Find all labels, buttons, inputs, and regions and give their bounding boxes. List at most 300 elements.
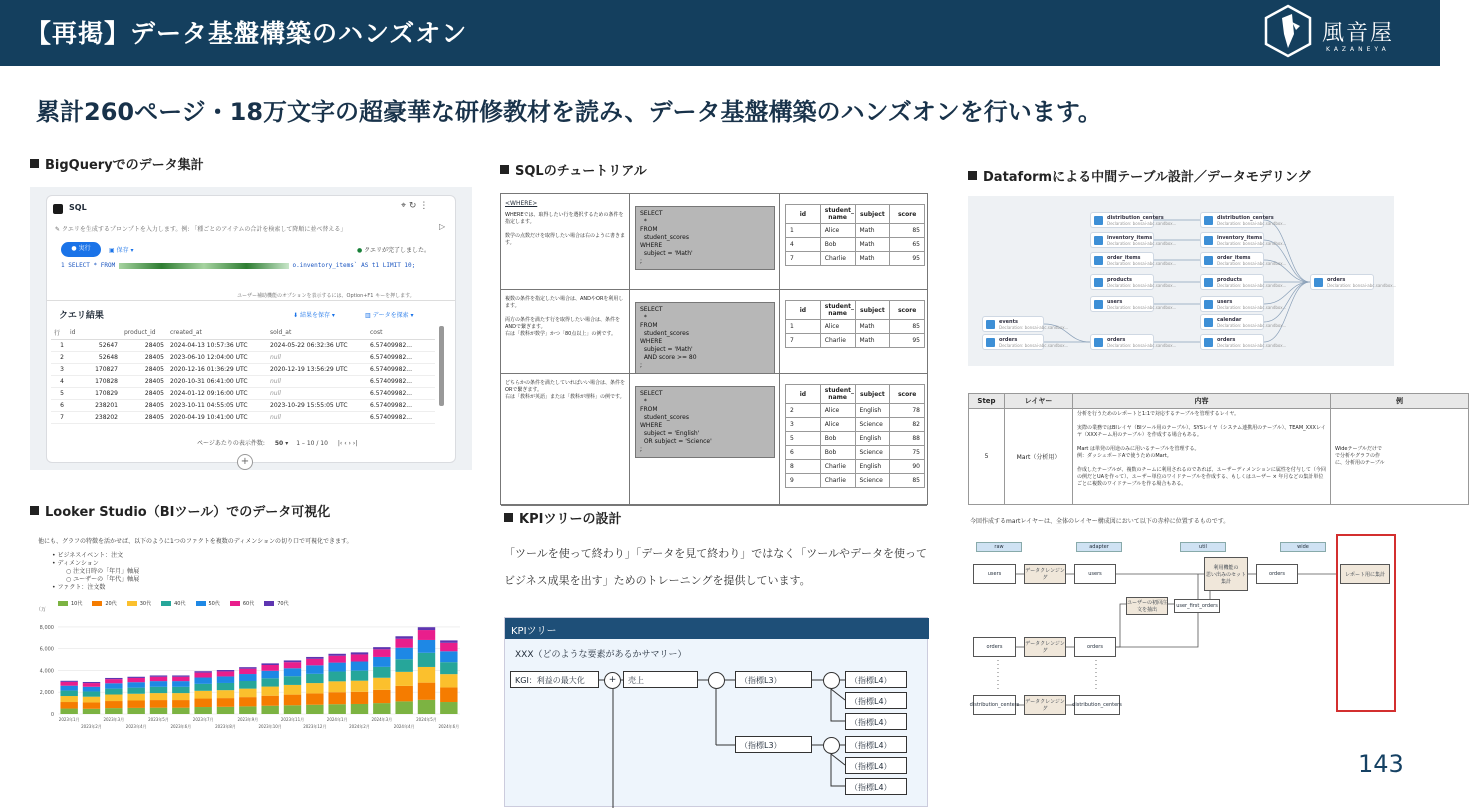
table-cell: Math [855,224,890,238]
lineage-adapter-node: users [1074,564,1116,584]
dataform-table-node[interactable] [1200,314,1287,330]
bar-segment [217,670,234,671]
table-cell: Alice [820,320,855,334]
lineage-connectors [968,532,1394,722]
bar-segment [150,693,167,700]
bar-segment [60,686,77,691]
bar-segment [306,657,323,659]
table-cell: 3 [51,364,67,376]
bar-segment [395,648,412,660]
chart-icon: ▥ [365,312,373,319]
legend-item [58,601,82,607]
bullet-item: • ファクト：注文数 [52,584,106,591]
legend-swatch [161,601,171,606]
bar-segment [351,654,368,661]
lineage-wide-calc: 利用機能の 思い出みのセット 集計 [1204,557,1248,591]
results-header-row [51,326,435,340]
table-cell: 2020-04-19 10:41:00 UTC [167,412,267,424]
node-sub: Declaration: bonsai-abc.sandbox... [1107,221,1177,226]
add-panel-icon[interactable]: + [237,454,253,470]
table-cell: Science [855,446,890,460]
kazaneya-mark-icon [1262,4,1314,58]
save-menu[interactable]: ▣ 保存 ▾ [109,247,134,254]
x-tick-label: 2023年7月 [192,717,214,722]
table-cell: 52648 [67,352,121,364]
x-tick-label: 2023年9月 [237,717,259,722]
download-icon: ⬇ [293,312,300,319]
table-cell: Math [855,334,890,348]
dataform-final-node[interactable] [1310,274,1397,290]
node-sub: Declaration: bonsai-abc.sandbox... [1107,343,1177,348]
table-cell: 28405 [121,412,167,424]
legend-swatch [92,601,102,606]
table-row[interactable] [51,364,435,376]
a11y-hint: ユーザー補助機能のオプションを表示するには、Option+F1 キーを押します。 [237,293,415,299]
table-row[interactable] [51,376,435,388]
table-cell: 1 [786,320,821,334]
play-icon: ● [71,245,79,252]
bar-segment [172,687,189,693]
sql-code-text: SELECT * FROM [68,262,116,269]
sparkle-icon: ✎ [55,226,62,233]
sql-col-header: subject [855,301,890,320]
results-col-header[interactable]: cost [367,326,435,340]
bullet-item: ○ 注文日時の「年月」軸展 [66,568,140,575]
table-cell: 2023-06-10 12:04:00 UTC [167,352,267,364]
bar-segment [395,659,412,672]
bar-segment [217,671,234,676]
sql-col-header: subject [855,205,890,224]
table-row [786,460,925,474]
bar-segment [418,627,435,630]
bar-segment [150,687,167,693]
bar-segment [373,649,390,657]
table-cell: 2 [51,352,67,364]
bullet-text: ユーザーの「年代」軸展 [73,576,140,583]
results-col-header[interactable]: created_at [167,326,267,340]
dataform-declaration-node[interactable] [1090,334,1177,350]
kpi-operator-circle [823,672,840,689]
dataform-table-node[interactable] [1200,252,1287,268]
divider [629,374,630,505]
bar-segment [261,687,278,696]
bar-segment [172,708,189,714]
send-icon[interactable]: ▷ [439,222,446,231]
bar-segment [328,692,345,704]
dataform-table-node[interactable] [1200,274,1287,290]
save-results-button[interactable]: ⬇ 結果を保存 ▾ [293,312,335,319]
dataform-declaration-node[interactable] [1090,212,1177,228]
square-bullet-icon [968,171,977,180]
bar-segment [418,653,435,667]
sql-tab-label[interactable]: SQL [69,203,87,212]
node-sub: Declaration: bonsai-abc.sandbox... [1217,305,1287,310]
sql-col-header: student_ name [820,301,855,320]
bar-segment [328,663,345,672]
sql-col-header: id [786,385,821,404]
table-cell: 78 [890,404,925,418]
table-row [786,334,925,348]
sql-block-desc: どちらかの条件を満たしていればいい場合は、条件をORで繋ぎます。 右は「教科が英語」または「教科が理科」の例です。 [505,380,626,400]
bar-segment [172,675,189,676]
table-cell: 2023-10-29 15:55:05 UTC [267,400,367,412]
bar-segment [261,663,278,665]
lineage-cleansing-node: データクレンジング [1024,564,1066,584]
table-cell: Math [855,252,890,266]
table-row [786,404,925,418]
table-icon [1094,236,1103,245]
query-status-text: クエリが完了しました。 [364,247,431,254]
explore-data-button[interactable]: ▥ データを探索 ▾ [365,312,414,319]
bar-segment [60,691,77,696]
dataform-table-node[interactable] [1200,232,1287,248]
bar-segment [150,700,167,708]
sql-block [501,290,927,374]
table-cell: English [855,404,890,418]
bar-segment [284,662,301,668]
lineage-wide-node: orders [1256,564,1298,584]
x-tick-label: 2024年4月 [393,724,415,729]
table-icon [1094,256,1103,265]
bar-segment [395,672,412,686]
bar-segment [395,636,412,639]
table-icon [986,338,995,347]
divider [47,300,455,301]
legend-label: 40代 [174,601,186,607]
node-label: inventory_items [1107,235,1153,241]
table-row[interactable] [51,340,435,352]
lineage-raw-node: distribution_centers [973,695,1016,715]
square-bullet-icon [500,165,509,174]
table-row[interactable] [51,352,435,364]
editor-controls-icon[interactable]: ⌖ ↻ ⋮ [401,201,429,211]
x-tick-label: 2024年6月 [438,724,460,729]
page-size-select[interactable]: 50 ▾ [274,440,289,447]
bar-segment [105,683,122,688]
bar-segment [217,690,234,698]
lineage-util-node: user_first_orders [1174,599,1220,613]
dataform-declaration-node[interactable] [1090,274,1177,290]
bar-segment [83,697,100,703]
sql-code-block: SELECT * FROM student_scores WHERE subject = 'Math' ; [635,206,775,270]
bar-segment [83,687,100,692]
node-sub: Declaration: bonsai-abc.sandbox... [1217,241,1287,246]
bullet-item: • ディメンション [52,560,99,567]
bar-segment [306,659,323,666]
bar-segment [440,643,457,651]
table-cell: 28405 [121,400,167,412]
table-cell: English [855,460,890,474]
mart-layer: Mart（分析用） [1005,409,1073,505]
bar-segment [127,700,144,707]
bar-segment [239,674,256,681]
table-cell: 4 [786,238,821,252]
table-row [786,446,925,460]
sql-tab-icon [53,204,63,214]
bar-segment [306,674,323,683]
sql-col-header: id [786,205,821,224]
bar-segment [194,671,211,672]
legend-swatch [230,601,240,606]
bar-segment [172,693,189,700]
dataform-source-node[interactable] [982,334,1069,350]
dataform-declaration-node[interactable] [1090,232,1177,248]
kpi-sales-box: 売上 [623,671,698,688]
explore-label: データを探索 [372,312,409,319]
section-heading-sql [500,160,647,179]
legend-item [230,601,254,607]
sql-result-header [786,301,925,320]
legend-item [161,601,185,607]
bar-segment [83,683,100,687]
bar-segment [172,677,189,681]
table-cell: 2020-10-31 06:41:00 UTC [167,376,267,388]
sql-tutorial-table [500,193,928,505]
table-cell: 8 [786,460,821,474]
sql-result-table [785,384,925,488]
x-tick-label: 2023年2月 [81,724,102,729]
section-label: KPIツリーの設計 [519,512,622,527]
table-cell: 90 [890,460,925,474]
y-tick-label: 4,000 [39,668,54,675]
table-cell: 88 [890,432,925,446]
dataform-source-node[interactable] [982,316,1069,332]
table-cell: 2023-10-11 04:55:05 UTC [167,400,267,412]
bar-segment [418,683,435,700]
section-label: SQLのチュートリアル [515,164,647,179]
sql-code-block: SELECT * FROM student_scores WHERE subject = 'English' OR subject = 'Science' ; [635,386,775,458]
node-sub: Declaration: bonsai-abc.sandbox... [1107,283,1177,288]
table-cell: 6.57409982... [367,364,435,376]
legend-label: 20代 [105,601,117,607]
legend-label: 10代 [71,601,83,607]
x-tick-label: 2024年1月 [326,717,348,722]
node-sub: Declaration: bonsai-abc.sandbox... [1107,241,1177,246]
stacked-bar-chart [30,610,466,736]
legend-item [92,601,116,607]
where-heading: <WHERE> [505,200,538,207]
bar-segment [306,665,323,673]
mart-col-layer: レイヤー [1005,394,1073,409]
dataform-declaration-node[interactable] [1090,252,1177,268]
bar-segment [418,700,435,714]
lineage-layer-head: util [1180,542,1226,552]
node-label: order_items [1107,255,1141,261]
run-button[interactable] [61,242,101,257]
bar-segment [83,691,100,696]
table-cell: Charlie [820,252,855,266]
kpi-l4-box: （指標L4） [845,736,907,753]
kpi-l3-box: （指標L3） [735,671,812,688]
bar-segment [127,688,144,694]
node-sub: Declaration: bonsai-abc.sandbox... [999,343,1069,348]
bigquery-screenshot [30,187,472,470]
section-heading-dataform [968,166,1311,185]
dataform-graph [968,196,1397,366]
table-cell: Science [855,474,890,488]
table-cell: null [267,388,367,400]
results-grid [51,326,435,424]
results-title: クエリ結果 [59,311,104,321]
bar-segment [194,707,211,714]
mart-layer-table [968,393,1403,511]
mart-col-example: 例 [1331,394,1469,409]
node-sub: Declaration: bonsai-abc.sandbox... [1217,323,1287,328]
bar-segment [328,656,345,663]
table-cell: 6.57409982... [367,412,435,424]
table-cell: 6.57409982... [367,400,435,412]
table-cell: 2020-12-19 13:56:29 UTC [267,364,367,376]
table-row [786,252,925,266]
node-sub: Declaration: bonsai-abc.sandbox... [999,325,1069,330]
looker-intro: 他にも、グラフの特徴を活かせば、以下のように1つのファクトを複数のディメンションの切り口で可視化できます。 [38,538,353,545]
bar-segment [239,681,256,689]
square-bullet-icon [30,506,39,515]
table-cell: 5 [51,388,67,400]
table-cell: 1 [786,224,821,238]
bar-segment [194,691,211,699]
table-cell: 3 [786,418,821,432]
table-cell: 1 [51,340,67,352]
legend-label: 60代 [242,601,255,607]
table-icon [1204,300,1213,309]
bar-segment [60,709,77,714]
sql-col-header: subject [855,385,890,404]
table-icon [1204,318,1213,327]
table-cell: 95 [890,334,925,348]
bar-segment [150,708,167,714]
lineage-mart-node: レポート用に集計 [1340,564,1390,584]
kpi-operator-circle: + [604,672,621,689]
kpi-l4-box: （指標L4） [845,757,907,774]
kpi-l4-box: （指標L4） [845,778,907,795]
legend-label: 70代 [277,601,289,607]
x-tick-label: 2023年10月 [258,724,282,729]
results-col-header[interactable]: id [67,326,121,340]
table-cell: 28405 [121,340,167,352]
results-col-header[interactable]: 行 [51,326,67,340]
bar-segment [373,647,390,649]
bar-segment [373,678,390,690]
sql-block-desc: WHEREでは、取得したい行を選択するための条件を指定します。 数学の点数だけを取得したい場合は右のように書きます。 [505,212,626,246]
kazaneya-logo [1262,4,1417,62]
section-heading-looker [30,501,330,520]
kpi-l3-box: （指標L3） [735,736,812,753]
node-sub: Declaration: bonsai-abc.sandbox... [1217,221,1287,226]
bar-segment [261,706,278,714]
legend-item [264,601,288,607]
results-col-header[interactable]: product_id [121,326,167,340]
table-cell: Bob [820,446,855,460]
divider [779,374,780,505]
node-label: inventory_items [1217,235,1263,241]
bar-segment [217,707,234,714]
looker-screenshot [30,524,466,738]
divider [629,290,630,373]
bar-segment [105,708,122,714]
section-label: BigQueryでのデータ集計 [45,158,204,173]
x-tick-label: 2023年5月 [148,717,169,722]
table-cell: null [267,376,367,388]
bar-segment [261,696,278,706]
table-cell: 95 [890,252,925,266]
table-row[interactable] [51,400,435,412]
bar-segment [440,674,457,687]
dataform-table-node[interactable] [1200,296,1287,312]
bar-segment [328,672,345,682]
lineage-cleansing-node: データクレンジング [1024,637,1066,657]
bar-segment [127,694,144,701]
check-circle-icon: ● [357,247,365,254]
kpi-l4-box: （指標L4） [845,692,907,709]
table-icon [1314,278,1323,287]
bar-segment [328,654,345,656]
table-cell: 85 [890,320,925,334]
kpi-description: 「ツールを使って終わり」「データを見て終わり」ではなく「ツールやデータを使ってビジネス成果を出す」ためのトレーニングを提供しています。 [504,547,928,587]
node-sub: Declaration: bonsai-abc.sandbox... [1107,305,1177,310]
node-sub: Declaration: bonsai-abc.sandbox... [1107,261,1177,266]
bar-segment [105,695,122,702]
table-cell: 170829 [67,388,121,400]
sql-col-header: score [890,205,925,224]
section-label: Dataformによる中間テーブル設計／データモデリング [983,170,1311,185]
table-row [786,320,925,334]
legend-item [127,601,151,607]
table-cell: 9 [786,474,821,488]
lineage-raw-node: users [973,564,1016,584]
bar-segment [284,676,301,685]
table-cell: 2024-01-12 09:16:00 UTC [167,388,267,400]
bar-segment [306,683,323,693]
table-row[interactable] [51,412,435,424]
sql-code-line[interactable]: 1 SELECT * FROM o.inventory_items` AS t1 LIMIT 10; [61,262,416,269]
table-cell: 28405 [121,364,167,376]
dataform-table-node[interactable] [1200,334,1287,350]
pagination [197,438,357,447]
table-icon [1094,216,1103,225]
bar-segment [105,689,122,695]
kpi-panel-title: KPIツリー [505,618,929,639]
bar-segment [105,701,122,708]
table-cell: 2020-12-16 01:36:29 UTC [167,364,267,376]
table-row[interactable] [51,388,435,400]
mart-caption: 今回作成するmartレイヤーは、全体のレイヤー構成図において以下の赤枠に位置するものです。 [970,518,1230,525]
redacted-table-name [119,263,289,269]
header-bar [0,0,1440,66]
x-tick-label: 2023年6月 [170,724,192,729]
pager-nav-icon[interactable]: |‹ ‹ › ›| [337,440,358,447]
lineage-cleansing-node: データクレンジング [1024,695,1066,715]
legend-swatch [127,601,137,606]
divider [779,290,780,373]
dataform-declaration-node[interactable] [1090,296,1177,312]
page-number: 143 [1358,750,1404,778]
sql-code-block: SELECT * FROM student_scores WHERE subject = 'Math' AND score >= 80 ; [635,302,775,374]
dataform-table-node[interactable] [1200,212,1287,228]
bar-segment [150,675,167,676]
results-scrollbar[interactable] [439,326,444,406]
table-cell: Charlie [820,460,855,474]
bar-segment [83,709,100,714]
table-cell: Math [855,320,890,334]
lineage-layer-head: raw [976,542,1022,552]
ai-prompt-input[interactable] [55,224,346,233]
bar-segment [105,678,122,679]
results-col-header[interactable]: sold_at [267,326,367,340]
results-table [51,326,435,424]
legend-item [196,601,220,607]
legend-swatch [264,601,274,606]
